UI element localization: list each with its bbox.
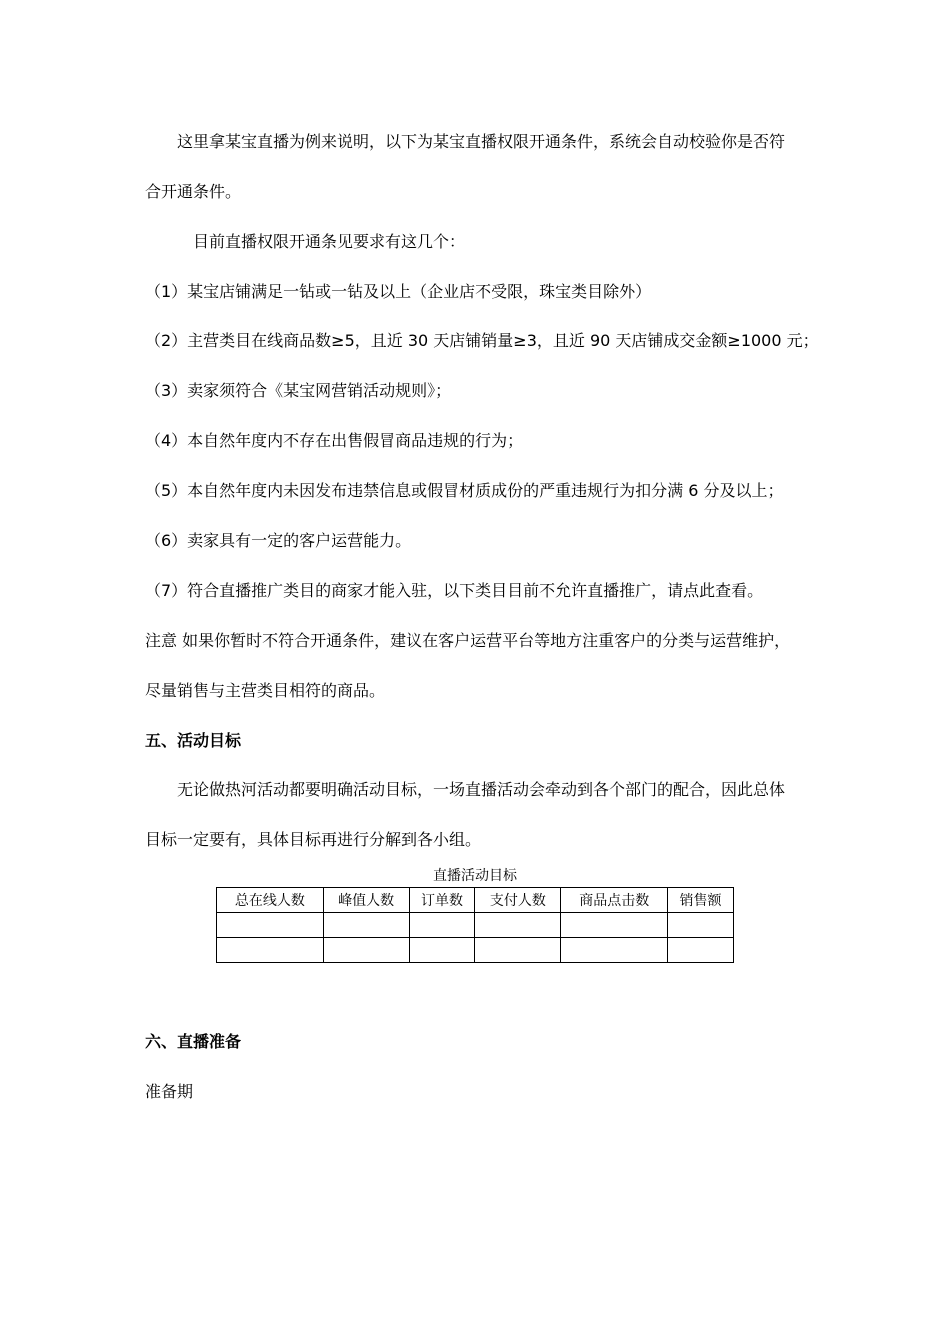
- requirement-1: （1）某宝店铺满足一钻或一钻及以上（企业店不受限，珠宝类目除外）: [145, 282, 652, 301]
- table-cell: [409, 938, 475, 963]
- header-peak-viewers: 峰值人数: [323, 888, 409, 913]
- requirement-3: （3）卖家须符合《某宝网营销活动规则》；: [145, 381, 452, 400]
- table-caption: 直播活动目标: [433, 868, 517, 884]
- paragraph-intro-line2: 合开通条件。: [145, 182, 242, 201]
- requirement-2: （2）主营类目在线商品数≥5，且近 30 天店铺销量≥3，且近 90 天店铺成交金额≥1000 元；: [145, 331, 819, 350]
- table-header-row: [217, 888, 734, 913]
- note-line1: 注意 如果你暂时不符合开通条件，建议在客户运营平台等地方注重客户的分类与运营维护，: [145, 631, 791, 650]
- paragraph-requirements-intro: 目前直播权限开通条见要求有这几个：: [193, 232, 466, 251]
- table-cell: [561, 913, 668, 938]
- header-product-clicks: 商品点击数: [561, 888, 668, 913]
- requirement-7: （7）符合直播推广类目的商家才能入驻，以下类目目前不允许直播推广，请点此查看。: [145, 581, 764, 600]
- section5-heading: 五、活动目标: [145, 731, 242, 750]
- table-cell: [323, 938, 409, 963]
- table-cell: [217, 938, 324, 963]
- table-cell: [323, 913, 409, 938]
- paragraph-intro-line1: 这里拿某宝直播为例来说明，以下为某宝直播权限开通条件，系统会自动校验你是否符: [177, 132, 786, 151]
- requirement-6: （6）卖家具有一定的客户运营能力。: [145, 531, 412, 550]
- header-orders: 订单数: [409, 888, 475, 913]
- section5-text-line2: 目标一定要有，具体目标再进行分解到各小组。: [145, 830, 482, 849]
- header-total-online: 总在线人数: [217, 888, 324, 913]
- header-paying-users: 支付人数: [475, 888, 561, 913]
- table-cell: [561, 938, 668, 963]
- table-cell: [668, 938, 734, 963]
- goal-table: [216, 887, 734, 963]
- requirement-4: （4）本自然年度内不存在出售假冒商品违规的行为；: [145, 431, 524, 450]
- section6-heading: 六、直播准备: [145, 1032, 242, 1051]
- table-cell: [475, 913, 561, 938]
- table-cell: [217, 913, 324, 938]
- table-cell: [409, 913, 475, 938]
- header-sales: 销售额: [668, 888, 734, 913]
- table-cell: [668, 913, 734, 938]
- table-row: [217, 938, 734, 963]
- requirement-5: （5）本自然年度内未因发布违禁信息或假冒材质成份的严重违规行为扣分满 6 分及以上；: [145, 481, 784, 500]
- note-line2: 尽量销售与主营类目相符的商品。: [145, 681, 386, 700]
- section5-text-line1: 无论做热河活动都要明确活动目标，一场直播活动会牵动到各个部门的配合，因此总体: [177, 780, 786, 799]
- section6-subheading: 准备期: [145, 1082, 194, 1101]
- table-cell: [475, 938, 561, 963]
- table-row: [217, 913, 734, 938]
